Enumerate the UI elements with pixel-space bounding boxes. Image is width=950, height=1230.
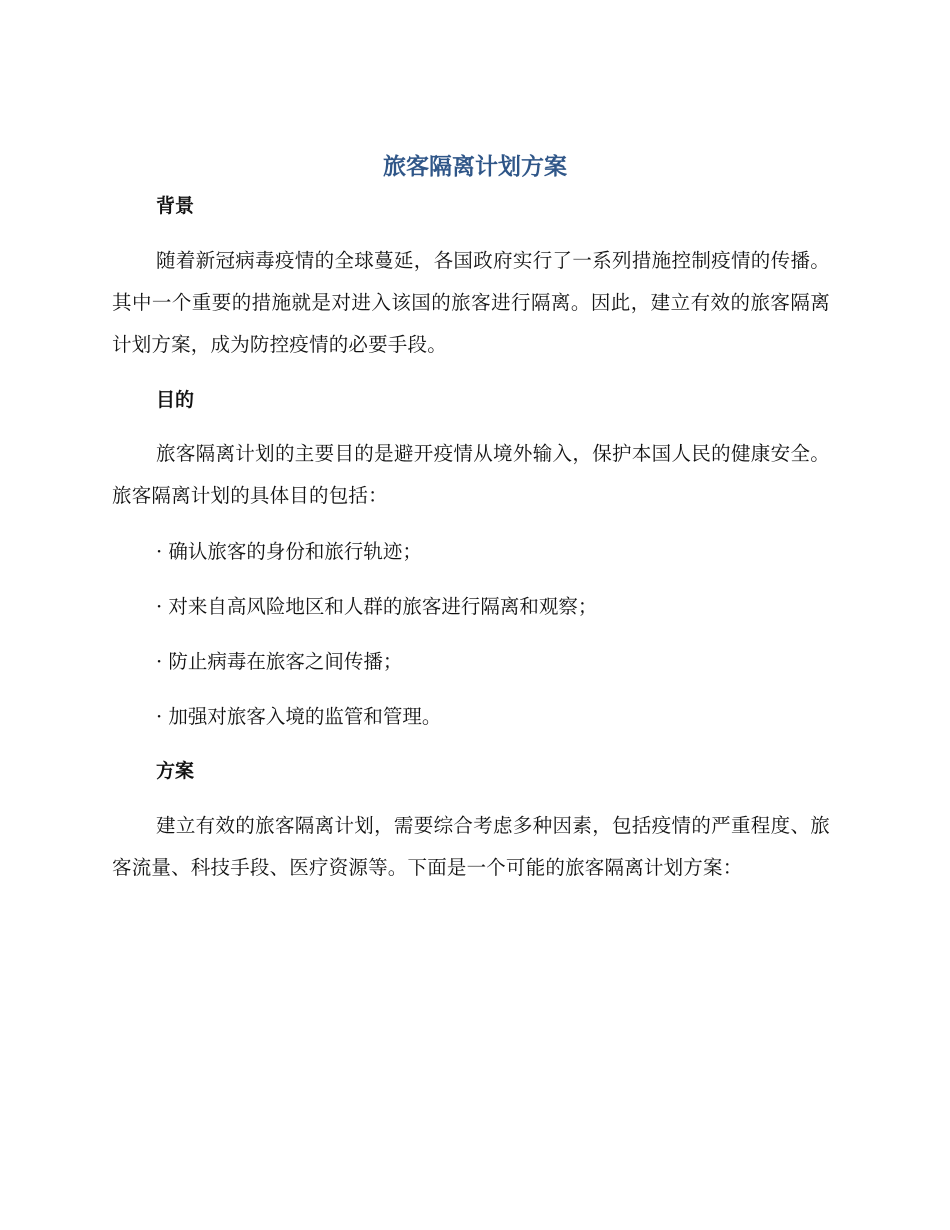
paragraph-plan: 建立有效的旅客隔离计划，需要综合考虑多种因素，包括疫情的严重程度、旅客流量、科技手段、医疗资源等。下面是一个可能的旅客隔离计划方案：	[112, 814, 830, 879]
bullet-item-4: · 加强对旅客入境的监管和管理。	[156, 705, 442, 728]
heading-background: 背景	[156, 195, 195, 217]
heading-plan: 方案	[156, 760, 195, 782]
heading-purpose: 目的	[156, 389, 195, 411]
paragraph-background: 随着新冠病毒疫情的全球蔓延，各国政府实行了一系列措施控制疫情的传播。其中一个重要的措施就是对进入该国的旅客进行隔离。因此，建立有效的旅客隔离计划方案，成为防控疫情的必要手段。	[112, 249, 830, 356]
bullet-item-2: · 对来自高风险地区和人群的旅客进行隔离和观察；	[156, 595, 598, 618]
paragraph-purpose: 旅客隔离计划的主要目的是避开疫情从境外输入，保护本国人民的健康安全。旅客隔离计划的具体目的包括：	[112, 442, 830, 507]
document-title: 旅客隔离计划方案	[383, 154, 567, 180]
bullet-item-1: · 确认旅客的身份和旅行轨迹；	[156, 540, 422, 563]
bullet-item-3: · 防止病毒在旅客之间传播；	[156, 650, 403, 673]
